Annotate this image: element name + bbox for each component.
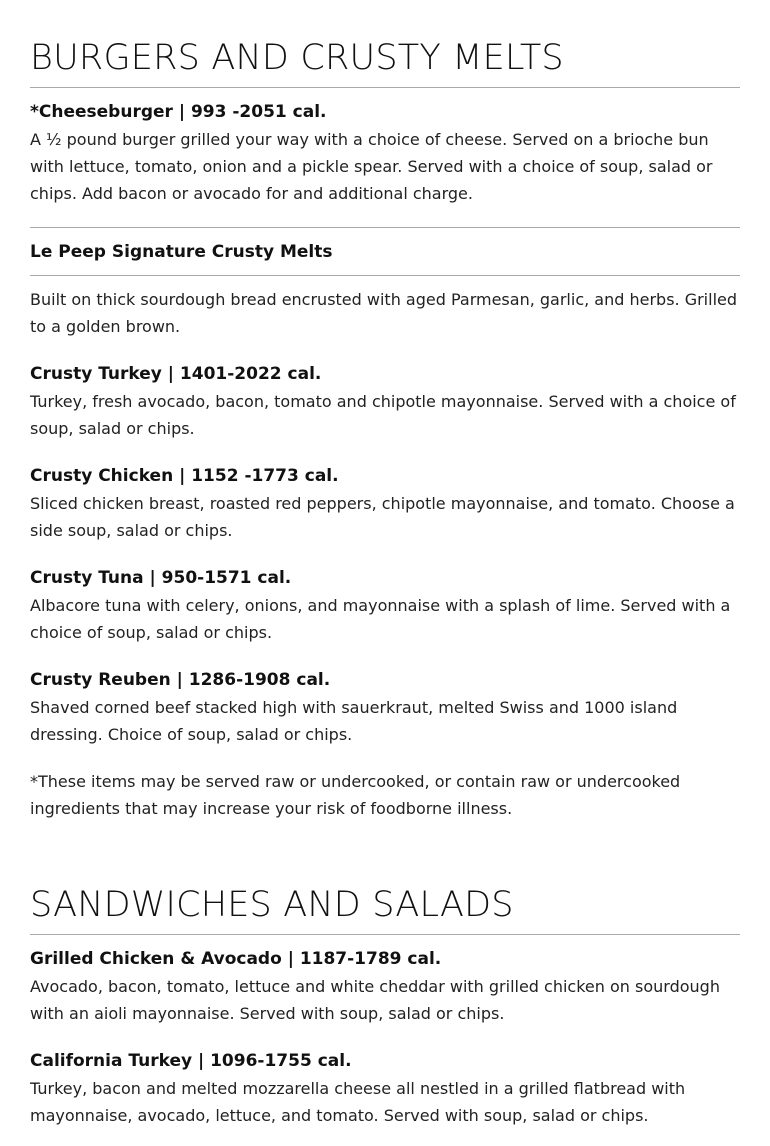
section-divider bbox=[30, 87, 740, 88]
menu-item-description-crusty-reuben: Shaved corned beef stacked high with sauerkraut, melted Swiss and 1000 island dressing. Choice of soup, salad or chips. bbox=[30, 698, 678, 744]
menu-item-description-grilled-chicken-avocado: Avocado, bacon, tomato, lettuce and white cheddar with grilled chicken on sourdough with an aioli mayonnaise. Served with soup, salad or chips. bbox=[30, 977, 720, 1023]
menu-item-title-grilled-chicken-avocado: Grilled Chicken & Avocado | 1187-1789 cal. bbox=[30, 949, 442, 969]
menu-item-title-crusty-chicken: Crusty Chicken | 1152 -1773 cal. bbox=[30, 466, 339, 486]
section-title-burgers: BURGERS AND CRUSTY MELTS bbox=[30, 38, 564, 78]
menu-item-title-california-turkey: California Turkey | 1096-1755 cal. bbox=[30, 1051, 352, 1071]
section-divider bbox=[30, 934, 740, 935]
menu-item-description-california-turkey: Turkey, bacon and melted mozzarella cheese all nestled in a grilled flatbread with mayonnaise, avocado, lettuce, and tomato. Served with soup, salad or chips. bbox=[30, 1079, 686, 1125]
menu-item-description-crusty-turkey: Turkey, fresh avocado, bacon, tomato and chipotle mayonnaise. Served with a choice of soup, salad or chips. bbox=[30, 392, 736, 438]
divider bbox=[30, 227, 740, 228]
menu-item-description-cheeseburger: A ½ pound burger grilled your way with a choice of cheese. Served on a brioche bun with lettuce, tomato, onion and a pickle spear. Served with a choice of soup, salad or chips. Add bacon or avocado for and additional charge. bbox=[30, 130, 713, 203]
menu-item-title-crusty-turkey: Crusty Turkey | 1401-2022 cal. bbox=[30, 364, 322, 384]
menu-item-description-crusty-chicken: Sliced chicken breast, roasted red peppers, chipotle mayonnaise, and tomato. Choose a side soup, salad or chips. bbox=[30, 494, 735, 540]
subheading-crusty-melts: Le Peep Signature Crusty Melts bbox=[30, 242, 333, 262]
crusty-melts-intro: Built on thick sourdough bread encrusted with aged Parmesan, garlic, and herbs. Grilled to a golden brown. bbox=[30, 290, 738, 336]
menu-item-title-crusty-tuna: Crusty Tuna | 950-1571 cal. bbox=[30, 568, 292, 588]
section-title-sandwiches: SANDWICHES AND SALADS bbox=[30, 885, 514, 925]
food-safety-disclaimer: *These items may be served raw or undercooked, or contain raw or undercooked ingredients that may increase your risk of foodborne illness. bbox=[30, 772, 681, 818]
menu-item-title-cheeseburger: *Cheeseburger | 993 -2051 cal. bbox=[30, 102, 327, 122]
menu-item-description-crusty-tuna: Albacore tuna with celery, onions, and mayonnaise with a splash of lime. Served with a choice of soup, salad or chips. bbox=[30, 596, 731, 642]
menu-item-title-crusty-reuben: Crusty Reuben | 1286-1908 cal. bbox=[30, 670, 331, 690]
divider bbox=[30, 275, 740, 276]
